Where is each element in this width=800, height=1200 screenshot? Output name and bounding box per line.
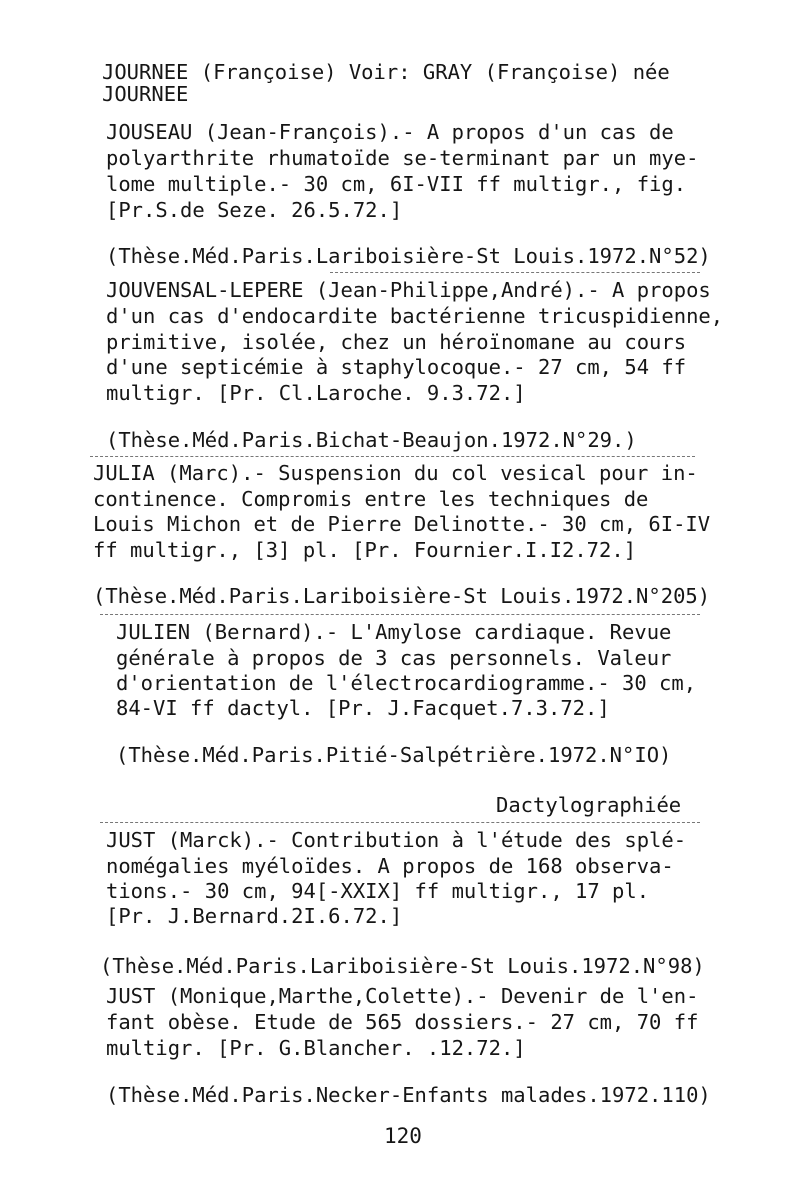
text-line: polyarthrite rhumatoïde se-terminant par un mye- xyxy=(106,146,699,170)
text-line: multigr. [Pr. G.Blancher. .12.72.] xyxy=(106,1036,526,1060)
text-line: d'orientation de l'électrocardiogramme.- 30 cm, xyxy=(116,671,697,695)
text-line: d'une septicémie à staphylocoque.- 27 cm, 54 ff xyxy=(106,355,687,379)
text-line: d'un cas d'endocardite bactérienne tricuspidienne, xyxy=(106,304,724,328)
text-line: continence. Compromis entre les techniques de xyxy=(93,487,649,511)
text-line: JULIEN (Bernard).- L'Amylose cardiaque. Revue xyxy=(116,620,672,644)
text-line: générale à propos de 3 cas personnels. Valeur xyxy=(116,646,672,670)
separator xyxy=(90,456,695,457)
text-line: ff multigr., [3] pl. [Pr. Fournier.I.I2.72.] xyxy=(93,538,637,562)
text-line: JULIA (Marc).- Suspension du col vesical pour in- xyxy=(93,461,698,485)
text-line: [Pr. J.Bernard.2I.6.72.] xyxy=(106,904,403,928)
text-line: JUST (Marck).- Contribution à l'étude des splé- xyxy=(106,828,687,852)
text-line: JUST (Monique,Marthe,Colette).- Devenir de l'en- xyxy=(106,984,699,1008)
text-line: multigr. [Pr. Cl.Laroche. 9.3.72.] xyxy=(106,381,526,405)
separator xyxy=(330,272,700,273)
text-line: nomégalies myéloïdes. A propos de 168 observa- xyxy=(106,854,674,878)
format-note: Dactylographiée xyxy=(496,793,682,817)
text-line: lome multiple.- 30 cm, 6I-VII ff multigr., fig. xyxy=(106,172,687,196)
text-line: JOUVENSAL-LEPERE (Jean-Philippe,André).- A propos xyxy=(106,278,711,302)
text-line: Louis Michon et de Pierre Delinotte.- 30 cm, 6I-IV xyxy=(93,512,711,536)
page-number: 120 xyxy=(384,1124,422,1148)
separator xyxy=(100,822,700,823)
text-line: [Pr.S.de Seze. 26.5.72.] xyxy=(106,198,403,222)
text-line: 84-VI ff dactyl. [Pr. J.Facquet.7.3.72.] xyxy=(116,696,610,720)
thesis-source: (Thèse.Méd.Paris.Necker-Enfants malades.1972.110) xyxy=(106,1083,711,1107)
text-line: JOURNEE (Françoise) Voir: GRAY (Françoise) née xyxy=(102,60,670,84)
text-line: tions.- 30 cm, 94[-XXIX] ff multigr., 17 pl. xyxy=(106,879,650,903)
text-line: JOURNEE xyxy=(102,82,189,106)
thesis-source: (Thèse.Méd.Paris.Lariboisière-St Louis.1972.N°205) xyxy=(93,584,711,608)
text-line: primitive, isolée, chez un héroïnomane au cours xyxy=(106,330,687,354)
thesis-source: (Thèse.Méd.Paris.Lariboisière-St Louis.1972.N°98) xyxy=(100,954,705,978)
thesis-source: (Thèse.Méd.Paris.Lariboisière-St Louis.1972.N°52) xyxy=(106,244,711,268)
text-line: fant obèse. Etude de 565 dossiers.- 27 cm, 70 ff xyxy=(106,1010,699,1034)
separator xyxy=(100,614,700,615)
thesis-source: (Thèse.Méd.Paris.Bichat-Beaujon.1972.N°29.) xyxy=(106,428,637,452)
thesis-source: (Thèse.Méd.Paris.Pitié-Salpétrière.1972.N°IO) xyxy=(116,743,672,767)
text-line: JOUSEAU (Jean-François).- A propos d'un cas de xyxy=(106,120,674,144)
